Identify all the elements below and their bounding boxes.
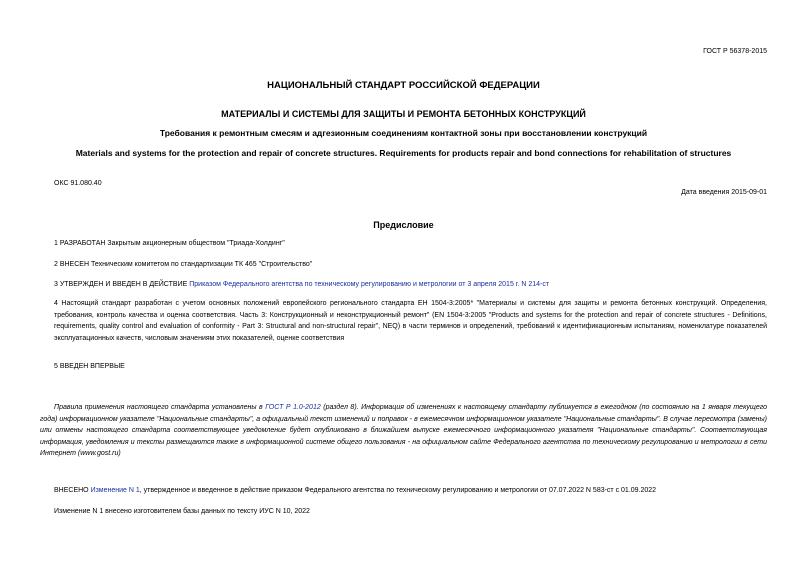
amendment-note: Изменение N 1 внесено изготовителем базы данных по тексту ИУС N 10, 2022	[54, 508, 310, 515]
amendment-prefix: ВНЕСЕНО	[54, 487, 91, 494]
oks-code: ОКС 91.080.40	[54, 180, 102, 187]
preface-item-5: 5 ВВЕДЕН ВПЕРВЫЕ	[54, 363, 125, 370]
document-subtitle-ru: Требования к ремонтным смесям и адгезионным соединениям контактной зоны при восстановлении конструкций	[159, 128, 648, 138]
gost-1-0-2012-link[interactable]: ГОСТ Р 1.0-2012	[265, 404, 321, 411]
document-subtitle-en: Materials and systems for the protection and repair of concrete structures. Requirements for products repair and bond connections for rehabilitation of structures	[75, 148, 732, 158]
preface-heading: Предисловие	[373, 220, 434, 230]
introduction-date: Дата введения 2015-09-01	[681, 189, 767, 196]
rules-paragraph	[40, 402, 767, 460]
amendment-1-link[interactable]: Изменение N 1	[90, 487, 140, 494]
approval-order-link[interactable]: Приказом Федерального агентства по техническому регулированию и метрологии от 3 апреля 2015 г. N 214-ст	[189, 281, 550, 288]
preface-item-2: 2 ВНЕСЕН Техническим комитетом по стандартизации ТК 465 "Строительство"	[54, 261, 313, 268]
rules-text-1: Правила применения настоящего стандарта установлены в	[54, 404, 266, 411]
national-standard-title: НАЦИОНАЛЬНЫЙ СТАНДАРТ РОССИЙСКОЙ ФЕДЕРАЦИИ	[267, 80, 540, 91]
preface-item-4: 4 Настоящий стандарт разработан с учетом основных положений европейского регионального стандарта ЕН 1504-3:2005* "Материалы и системы для защиты и ремонта бетонных конструкций. Определения, требования, контроль качества и оценка соответствия. Часть 3: Конструкционный и неконструкционный ремонт" (EN 1504-3:2005 "Products and systems for the protection and repair of concrete structures - Definitions, requirements, quality control and evaluation of conformity - Part 3: Structural and non-structural repair", NEQ) в части терминов и определений, требований к идентификационным испытаниям, номенклатуре показателей эксплуатационных качеств, числовым значениям этих показателей, оценке соответствия	[54, 300, 767, 342]
standard-code: ГОСТ Р 56378-2015	[703, 48, 767, 55]
amendment-paragraph	[54, 485, 767, 497]
document-title: МАТЕРИАЛЫ И СИСТЕМЫ ДЛЯ ЗАЩИТЫ И РЕМОНТА БЕТОННЫХ КОНСТРУКЦИЙ	[221, 109, 586, 119]
preface-item-3-text: 3 УТВЕРЖДЕН И ВВЕДЕН В ДЕЙСТВИЕ	[54, 281, 190, 288]
rules-text-2: (раздел 8). Информация об изменениях к настоящему стандарту публикуется в ежегодном (по состоянию на 1 января текущего года) информационном указателе "Национальные стандарты", а официальный текст изменений и поправок - в ежемесячном информационном указателе "Национальные стандарты". В случае пересмотра (замены) или отмены настоящего стандарта соответствующее уведомление будет опубликовано в ближайшем выпуске ежемесячного информационного указателя "Национальные стандарты". Соответствующая информация, уведомления и тексты размещаются также в информационной системе общего пользования - на официальном сайте Федерального агентства по техническому регулированию и метрологии в сети Интернет (www.gost.ru)	[40, 404, 767, 457]
preface-item-3	[54, 279, 767, 291]
amendment-suffix: , утвержденное и введенное в действие приказом Федерального агентства по техническому регулированию и метрологии от 07.07.2022 N 583-ст с 01.09.2022	[139, 487, 657, 494]
preface-item-1: 1 РАЗРАБОТАН Закрытым акционерным обществом "Триада-Холдинг"	[54, 240, 285, 247]
